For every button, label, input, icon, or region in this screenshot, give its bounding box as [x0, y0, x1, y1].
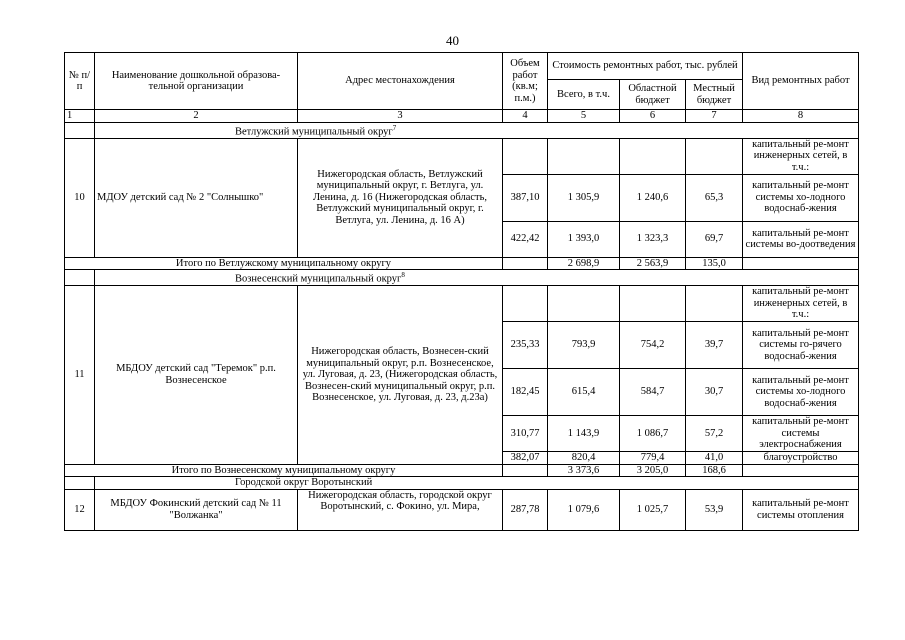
row-number: 12	[65, 489, 95, 530]
table-row	[65, 489, 859, 530]
row-number: 10	[65, 138, 95, 257]
cost-regional: 1 240,6	[620, 174, 686, 221]
header-volume: Объем работ (кв.м; п.м.)	[503, 53, 548, 110]
volume-value: 387,10	[503, 174, 548, 221]
cost-total: 615,4	[548, 369, 620, 416]
column-number-row	[65, 110, 859, 123]
work-type: капитальный ре-монт системы электроснабжения	[743, 416, 859, 452]
work-type: капитальный ре-монт системы во-доотведения	[743, 221, 859, 257]
section-row	[65, 270, 859, 286]
cost-regional: 1 086,7	[620, 416, 686, 452]
header-row	[65, 53, 859, 80]
column-number: 4	[503, 110, 548, 123]
organization-name: МДОУ детский сад № 2 "Солнышко"	[95, 138, 298, 257]
section-row	[65, 122, 859, 138]
cost-local: 53,9	[686, 489, 743, 530]
volume-value: 422,42	[503, 221, 548, 257]
organization-address: Нижегородская область, Ветлужский муниципальный округ, г. Ветлуга, ул. Ленина, д. 16 (Нижегородская область, Ветлужский муниципальный округ, г. Ветлуга, ул. Ленина, д. 16 А)	[298, 138, 503, 257]
total-regional: 3 205,0	[620, 464, 686, 477]
cost-regional: 584,7	[620, 369, 686, 416]
organization-name: МБДОУ детский сад "Теремок" р.п. Вознесенское	[95, 286, 298, 465]
cost-regional: 779,4	[620, 452, 686, 465]
column-number: 3	[298, 110, 503, 123]
page-number: 40	[446, 33, 459, 48]
cost-local: 30,7	[686, 369, 743, 416]
work-type: капитальный ре-монт системы го-рячего водоснаб-жения	[743, 322, 859, 369]
total-label: Итого по Вознесенскому муниципальному округу	[65, 464, 503, 477]
work-type: капитальный ре-монт системы хо-лодного водоснаб-жения	[743, 174, 859, 221]
cost-total: 1 079,6	[548, 489, 620, 530]
table-row	[65, 286, 859, 322]
total-local: 168,6	[686, 464, 743, 477]
header-address: Адрес местонахождения	[298, 53, 503, 110]
header-local: Местный бюджет	[686, 80, 743, 110]
work-type: благоустройство	[743, 452, 859, 465]
column-number: 6	[620, 110, 686, 123]
cost-regional: 754,2	[620, 322, 686, 369]
organization-name: МБДОУ Фокинский детский сад № 11 "Волжанка"	[95, 489, 298, 530]
header-total: Всего, в т.ч.	[548, 80, 620, 110]
work-type: капитальный ре-монт инженерных сетей, в т.ч.:	[743, 286, 859, 322]
volume-value: 182,45	[503, 369, 548, 416]
cost-total: 1 143,9	[548, 416, 620, 452]
cost-regional: 1 323,3	[620, 221, 686, 257]
cost-regional: 1 025,7	[620, 489, 686, 530]
section-title: Вознесенский муниципальный округ$^8$	[95, 270, 859, 286]
volume-value: 382,07	[503, 452, 548, 465]
total-row	[65, 257, 859, 270]
volume-value: 235,33	[503, 322, 548, 369]
total-label: Итого по Ветлужскому муниципальному округу	[65, 257, 503, 270]
work-type: капитальный ре-монт инженерных сетей, в т.ч.:	[743, 138, 859, 174]
work-type: капитальный ре-монт системы хо-лодного водоснаб-жения	[743, 369, 859, 416]
cost-total: 1 393,0	[548, 221, 620, 257]
cost-local: 65,3	[686, 174, 743, 221]
header-num: № п/п	[65, 53, 95, 110]
section-title: Городской округ Воротынский	[95, 477, 859, 490]
header-type: Вид ремонтных работ	[743, 53, 859, 110]
cost-local: 57,2	[686, 416, 743, 452]
cost-local: 69,7	[686, 221, 743, 257]
header-name: Наименование дошкольной образова-тельной организации	[95, 53, 298, 110]
column-number: 8	[743, 110, 859, 123]
header-regional: Областной бюджет	[620, 80, 686, 110]
column-number: 7	[686, 110, 743, 123]
column-number: 2	[95, 110, 298, 123]
cost-total: 1 305,9	[548, 174, 620, 221]
volume-value: 287,78	[503, 489, 548, 530]
total-sum: 3 373,6	[548, 464, 620, 477]
total-sum: 2 698,9	[548, 257, 620, 270]
header-cost: Стоимость ремонтных работ, тыс. рублей	[548, 53, 743, 80]
total-row	[65, 464, 859, 477]
organization-address: Нижегородская область, Вознесен-ский муниципальный округ, р.п. Вознесенское, ул. Луговая, д. 23, (Нижегородская область, Вознесен-ский муниципальный округ, р.п. Вознесенское, ул. Луговая, д. 23, д.23а)	[298, 286, 503, 465]
work-type: капитальный ре-монт системы отопления	[743, 489, 859, 530]
organization-address: Нижегородская область, городской округ Воротынский, с. Фокино, ул. Мира,	[298, 489, 503, 530]
section-title: Ветлужский муниципальный округ$^7$	[95, 122, 859, 138]
total-local: 135,0	[686, 257, 743, 270]
repair-works-table	[64, 52, 859, 531]
column-number: 1	[65, 110, 95, 123]
column-number: 5	[548, 110, 620, 123]
volume-value: 310,77	[503, 416, 548, 452]
row-number: 11	[65, 286, 95, 465]
cost-total: 820,4	[548, 452, 620, 465]
cost-total: 793,9	[548, 322, 620, 369]
total-regional: 2 563,9	[620, 257, 686, 270]
section-row	[65, 477, 859, 490]
cost-local: 39,7	[686, 322, 743, 369]
cost-local: 41,0	[686, 452, 743, 465]
table-row	[65, 138, 859, 174]
